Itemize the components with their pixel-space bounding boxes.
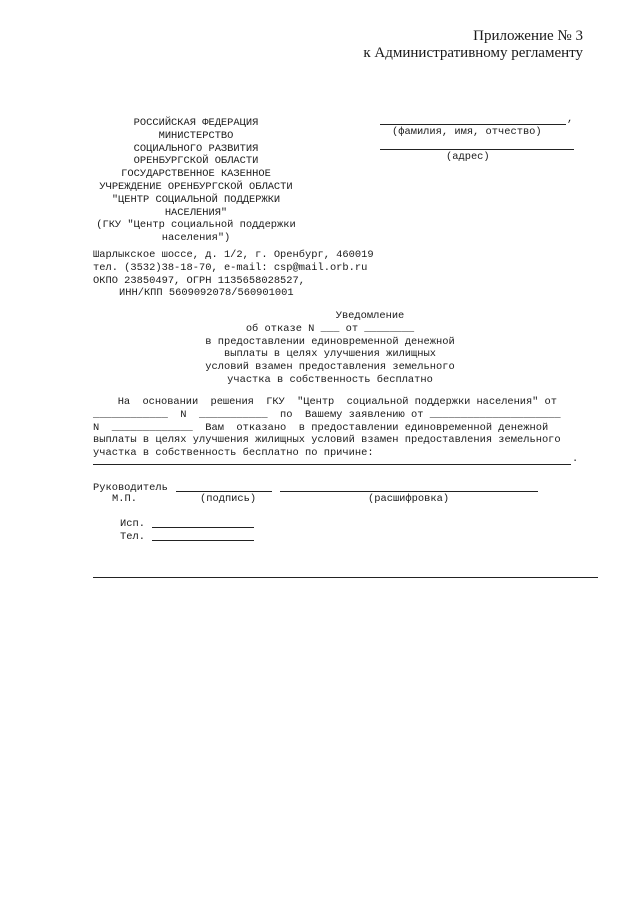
contact-okpo: ОКПО 23850497, ОГРН 1135658028527,	[93, 274, 306, 287]
recipient-name-comma: ,	[567, 113, 574, 125]
org-line: УЧРЕЖДЕНИЕ ОРЕНБУРГСКОЙ ОБЛАСТИ	[99, 180, 293, 193]
head-label: Руководитель	[93, 482, 168, 494]
org-line: населения")	[161, 232, 231, 245]
notice-block	[180, 310, 480, 387]
recipient-address-line	[380, 149, 574, 150]
contact-phone: тел. (3532)38-18-70, e-mail: csp@mail.orb.ru	[93, 261, 368, 274]
body-line: участка в собственность бесплатно по причине:	[93, 447, 374, 460]
reason-line	[93, 464, 571, 465]
appendix-regulation: к Административному регламенту	[363, 45, 583, 61]
reason-period: .	[572, 453, 579, 465]
notice-line: условий взамен предоставления земельного	[205, 361, 455, 374]
org-line: МИНИСТЕРСТВО	[158, 129, 234, 142]
org-line: СОЦИАЛЬНОГО РАЗВИТИЯ	[133, 142, 259, 155]
phone-label: Тел.	[120, 531, 145, 543]
org-line: НАСЕЛЕНИЯ"	[164, 206, 228, 219]
organization-block	[90, 117, 302, 245]
notice-body	[93, 396, 583, 460]
org-line: РОССИЙСКАЯ ФЕДЕРАЦИЯ	[133, 117, 259, 129]
org-line: ОРЕНБУРГСКОЙ ОБЛАСТИ	[133, 155, 259, 168]
notice-line: участка в собственность бесплатно	[227, 373, 433, 386]
signature-caption: (подпись)	[200, 493, 257, 505]
org-line: "ЦЕНТР СОЦИАЛЬНОЙ ПОДДЕРЖКИ	[111, 193, 281, 206]
recipient-name-caption: (фамилия, имя, отчество)	[392, 126, 542, 138]
recipient-name-line	[380, 124, 566, 125]
org-line: ГОСУДАРСТВЕННОЕ КАЗЕННОЕ	[121, 168, 271, 181]
notice-line: об отказе N ___ от ________	[245, 322, 415, 335]
body-line: N _____________ Вам отказано в предоставлении единовременной денежной	[93, 421, 549, 434]
notice-line: в предоставлении единовременной денежной	[205, 335, 455, 348]
notice-line: выплаты в целях улучшения жилищных	[223, 348, 436, 361]
contact-inn: ИНН/КПП 5609092078/560901001	[119, 287, 294, 300]
phone-line	[152, 540, 254, 541]
executor-label: Исп.	[120, 518, 145, 530]
appendix-number: Приложение № 3	[473, 28, 583, 44]
body-line: выплаты в целях улучшения жилищных условий взамен предоставления земельного	[93, 434, 561, 447]
contact-address: Шарлыкское шоссе, д. 1/2, г. Оренбург, 460019	[93, 249, 374, 261]
recipient-address-caption: (адрес)	[446, 151, 490, 163]
body-line: ____________ N ___________ по Вашему заявлению от _____________________	[93, 408, 561, 421]
stamp-label: М.П.	[112, 493, 137, 505]
executor-line	[152, 527, 254, 528]
contacts-block	[93, 249, 374, 300]
body-line: На основании решения ГКУ "Центр социальной поддержки населения" от	[93, 396, 557, 408]
notice-title: Уведомление	[335, 310, 405, 322]
signature-line	[176, 491, 272, 492]
decode-caption: (расшифровка)	[368, 493, 450, 505]
org-line: (ГКУ "Центр социальной поддержки	[96, 219, 296, 232]
bottom-rule	[93, 577, 598, 578]
decode-line	[280, 491, 538, 492]
